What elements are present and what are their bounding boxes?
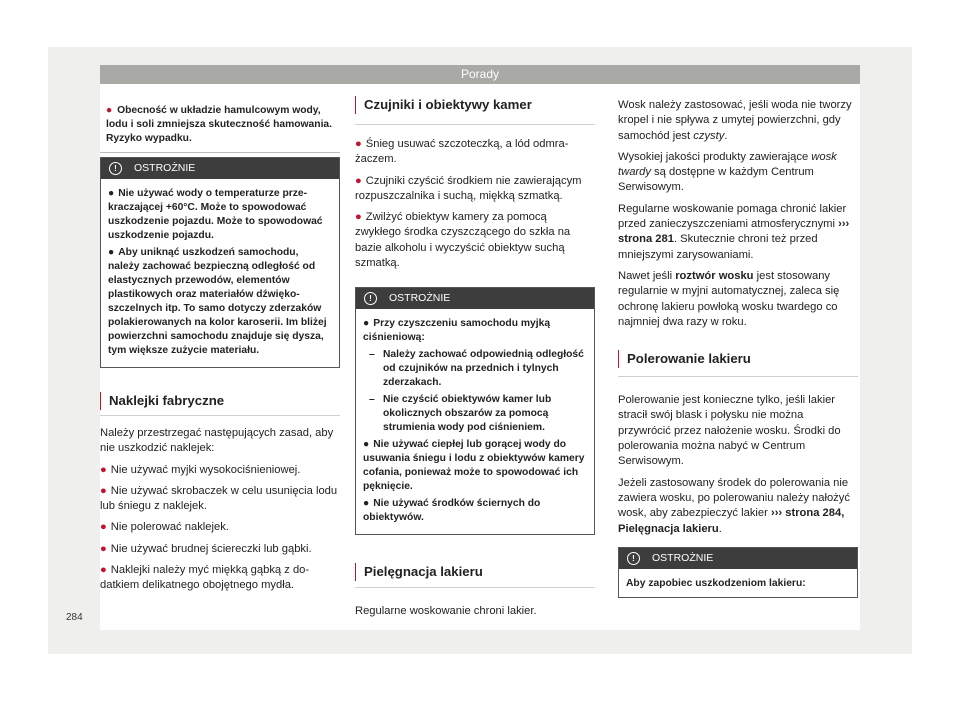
warning-header (356, 288, 594, 309)
bullet-dot-icon: ● (108, 188, 115, 199)
section-title: Pielęgnacja lakieru (355, 563, 595, 581)
bullet-dot-icon: ● (355, 174, 362, 187)
bullet-dot-icon: ● (355, 138, 362, 150)
section-title: Naklejki fabryczne (100, 392, 340, 410)
page-link[interactable]: ››› strona 284, Pielęgnacja lakieru (618, 507, 845, 535)
content-sheet (100, 84, 860, 630)
paragraph: Polerowanie jest konieczne tylko, jeśli lakier stracił swój blask i połysku nie można przywrócić przez nałożenie wosku. Środki do polerowania można nabyć w Centrum Serwisowym. (618, 394, 841, 468)
warning-body (101, 179, 339, 367)
warning-box (355, 287, 595, 535)
warning-icon: ! (109, 162, 122, 175)
list-item: ● Nie używać skrobaczek w celu usunięcia lodu lub śniegu z naklejek. (100, 484, 338, 513)
list-item: ● Przy czyszczeniu samochodu myjką ciśnieniową: (363, 318, 551, 344)
divider (100, 152, 340, 153)
section-heading (100, 392, 340, 416)
sub-list-item: – Nie czyścić obiektywów kamer lub okolicznych obszarów za pomocą strumienia wody pod ciśnieniem. (369, 394, 552, 434)
warning-header (619, 548, 857, 569)
list-item: ● Zwilżyć obiektyw kamery za pomocą zwykłego środka czyszczącego do szkła na bazie alkoholu i wyczyścić obiektyw suchą szmatką. (355, 211, 571, 270)
bullet-dot-icon: ● (108, 247, 115, 258)
dash-icon: – (369, 349, 375, 361)
section-title: Polerowanie lakieru (618, 350, 858, 368)
warning-body: Aby zapobiec uszkodzeniom lakieru: (626, 577, 806, 589)
bullet-dot-icon: ● (363, 498, 370, 510)
warning-icon: ! (627, 552, 640, 565)
list-item: ● Nie używać ciepłej lub gorącej wody do usuwania śniegu i lodu z obiektywów kamery cofania, ponieważ może to spowodować ich pęknięcie. (363, 439, 585, 493)
list-item: ● Nie używać brudnej ściereczki lub gąbki. (100, 542, 312, 555)
bullet-dot-icon: ● (363, 439, 370, 451)
bullet-dot-icon: ● (100, 463, 107, 476)
page-header (100, 65, 860, 84)
list-item: ● Nie używać środków ściernych do obiektywów. (363, 498, 541, 524)
list-item: ● Nie używać wody o temperaturze przekraczającej +60°C. Może to spowodować uszkodzenie pojazdu. Może to spowodować uszkodzenie pojazdu. (108, 188, 323, 241)
warning-box (618, 547, 858, 598)
paragraph: Nawet jeśli roztwór wosku jest stosowany regularnie w myjni automatycznej, zaleca się ochronę lakieru powłoką wosku twardego co najmniej dwa razy w roku. (618, 269, 840, 328)
warning-title: OSTROŻNIE (389, 292, 451, 305)
warning-body (356, 309, 594, 534)
list-item: ● Aby uniknąć uszkodzeń samochodu, należy zachować bezpieczną odległość od elastycznych przewodów, elementów plastikowych oraz materiałów dźwiękoszczelnych itp. To samo dotyczy zderzaków polakierowanych na kolor karoserii. Im bliżej powierzchni samochodu znajduje się dysza, tym większe zużycie materiału. (108, 247, 327, 356)
warning-icon: ! (364, 292, 377, 305)
section-heading (618, 350, 858, 377)
section-heading (355, 563, 595, 588)
list-item: ● Śnieg usuwać szczoteczką, a lód odmrażaczem. (355, 138, 569, 166)
bullet-dot-icon: ● (100, 542, 107, 555)
paragraph: Wosk należy zastosować, jeśli woda nie tworzy kropel i nie spływa z umytej powierzchni, gdy samochód jest czysty. (618, 99, 852, 142)
sub-list-item: – Należy zachować odpowiednią odległość od czujników na przednich i tylnych zderzakach. (369, 349, 584, 389)
bullet-dot-icon: ● (100, 521, 107, 534)
list-item: ● Nie używać myjki wysokociśnieniowej. (100, 463, 301, 476)
paragraph: Wysokiej jakości produkty zawierające wosk twardy są dostępne w każdym Centrum Serwisowym. (618, 150, 837, 194)
bullet-dot-icon: ● (100, 564, 107, 577)
column-3 (618, 84, 858, 598)
column-2 (355, 84, 595, 626)
list-item: ● Naklejki należy myć miękką gąbką z dodatkiem delikatnego obojętnego mydła. (100, 564, 310, 592)
paragraph: Jeżeli zastosowany środek do polerowania nie zawiera wosku, po polerowaniu należy nałożyć wosk, aby zabezpieczyć lakier ››› strona 284, Pielęgnacja lakieru. (618, 476, 850, 535)
warning-header (101, 158, 339, 179)
bullet-dot-icon: ● (363, 318, 370, 330)
paragraph: Należy przestrzegać następujących zasad, aby nie uszkodzić naklejek: (100, 427, 334, 455)
header-title: Porady (460, 67, 500, 81)
list-item: ● Czujniki czyścić środkiem nie zawierającym rozpuszczalnika i suchą, miękką szmatką. (355, 174, 582, 202)
warning-title: OSTROŻNIE (652, 551, 714, 564)
bullet-dot-icon: ● (355, 211, 362, 224)
list-item: ● Nie polerować naklejek. (100, 521, 229, 534)
dash-icon: – (369, 394, 375, 406)
paragraph: Regularne woskowanie pomaga chronić lakier przed zanieczyszczeniami atmosferycznymi ››› strona 281. Skutecznie chroni też przed mniejszymi zarysowaniami. (618, 202, 850, 261)
warning-box (100, 157, 340, 368)
warning-title: OSTROŻNIE (134, 162, 196, 174)
page-number: 284 (66, 612, 83, 623)
column-1 (100, 84, 340, 600)
page-link[interactable]: ››› strona 281 (618, 218, 850, 246)
top-warning: ● Obecność w układzie hamulcowym wody, lodu i soli zmniejsza skuteczność hamowania. Ryzyko wypadku. (106, 105, 333, 144)
section-heading (355, 96, 595, 125)
section-title: Czujniki i obiektywy kamer (355, 96, 595, 114)
bullet-dot-icon: ● (100, 484, 107, 497)
bullet-dot-icon: ● (106, 105, 113, 116)
paragraph: Regularne woskowanie chroni lakier. (355, 605, 537, 618)
